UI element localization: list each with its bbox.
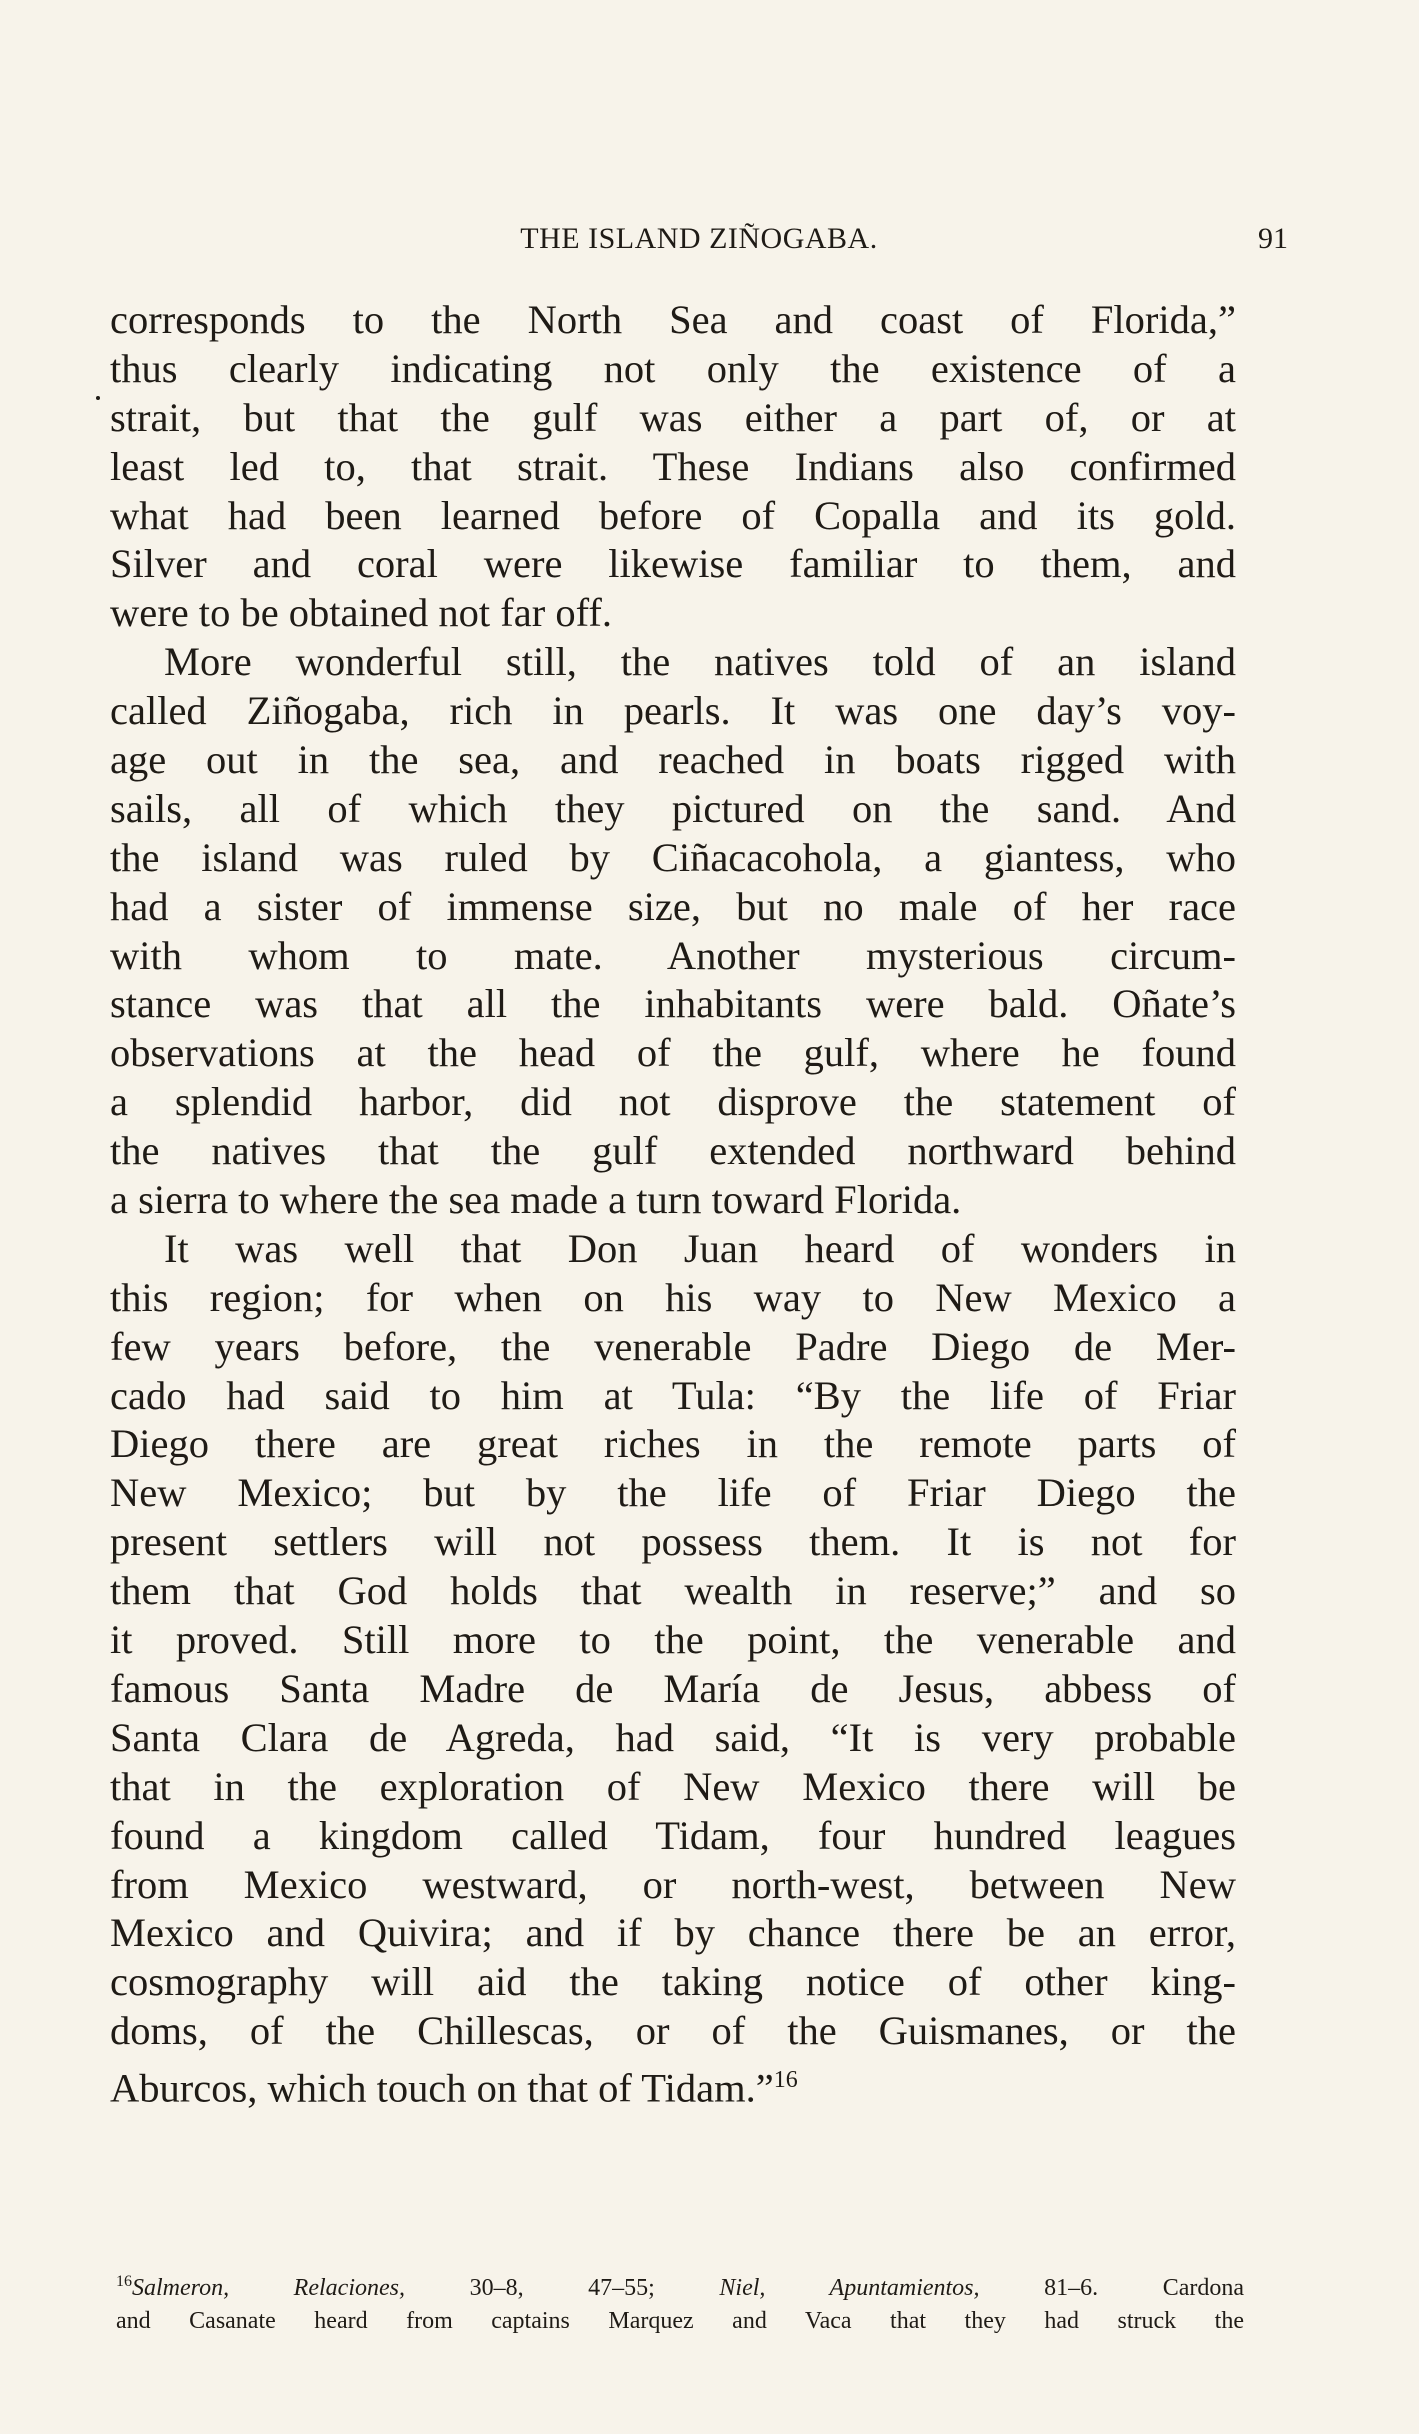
text-line-content: stance was that all the inhabitants were bald. Oñate’s [110, 981, 1236, 1027]
margin-mark [96, 396, 100, 400]
text-line [110, 1029, 1236, 1078]
footnote-line: and Casanate heard from captains Marquez and Vaca that they had struck the [116, 2308, 1244, 2334]
text-line-content: few years before, the venerable Padre Diego de Mer- [110, 1323, 1236, 1369]
text-line-content: this region; for when on his way to New Mexico a [110, 1274, 1236, 1320]
text-line [110, 1812, 1236, 1861]
text-line [110, 736, 1236, 785]
text-line-content: Aburcos, which touch on that of Tidam.” [110, 2065, 774, 2111]
text-line-content: called Ziñogaba, rich in pearls. It was one day’s voy- [110, 688, 1236, 734]
text-line-content: sails, all of which they pictured on the sand. And [110, 785, 1236, 831]
text-line [110, 1665, 1236, 1714]
text-line [110, 883, 1236, 932]
text-line [110, 1469, 1236, 1518]
body-text [110, 296, 1236, 2111]
text-line-content: observations at the head of the gulf, where he found [110, 1030, 1236, 1076]
footnote-marker: 16 [116, 2273, 132, 2290]
text-line-content: Diego there are great riches in the remote parts of [110, 1421, 1236, 1467]
text-line-content: age out in the sea, and reached in boats rigged with [110, 737, 1236, 783]
text-line-content: It was well that Don Juan heard of wonders in [164, 1225, 1236, 1271]
text-line-content: Mexico and Quivira; and if by chance there be an error, [110, 1910, 1236, 1956]
text-line [110, 1078, 1236, 1127]
footnote-pages: 81–6. Cardona [979, 2275, 1244, 2301]
footnote-citation: Salmeron, Relaciones, [132, 2275, 405, 2301]
text-line-content: what had been learned before of Copalla and its gold. [110, 492, 1236, 538]
text-line [110, 1518, 1236, 1567]
footnote [116, 2272, 1244, 2338]
text-line [110, 834, 1236, 883]
text-line-content: cosmography will aid the taking notice of other king- [110, 1959, 1236, 2005]
text-line-content: had a sister of immense size, but no male of her race [110, 883, 1236, 929]
text-line-content: Silver and coral were likewise familiar to them, and [110, 541, 1236, 587]
text-line-content: from Mexico westward, or north-west, between New [110, 1861, 1236, 1907]
text-line [110, 1714, 1236, 1763]
text-line [110, 1763, 1236, 1812]
text-line-content: More wonderful still, the natives told of an island [164, 639, 1236, 685]
text-line-content: thus clearly indicating not only the existence of a [110, 345, 1236, 391]
text-line-content: it proved. Still more to the point, the venerable and [110, 1617, 1236, 1663]
footnote-line [116, 2272, 1244, 2305]
text-line-content: cado had said to him at Tula: “By the life of Friar [110, 1372, 1236, 1418]
running-head [110, 222, 1288, 262]
text-line-content: present settlers will not possess them. It is not for [110, 1519, 1236, 1565]
text-line-content: doms, of the Chillescas, or of the Guismanes, or the [110, 2008, 1236, 2054]
text-line-content: a splendid harbor, did not disprove the statement of [110, 1079, 1236, 1125]
text-line-content: that in the exploration of New Mexico there will be [110, 1763, 1236, 1809]
text-line [110, 1861, 1236, 1910]
text-line-content: them that God holds that wealth in reserve;” and so [110, 1568, 1236, 1614]
text-line [110, 1323, 1236, 1372]
text-line-content: the natives that the gulf extended northward behind [110, 1128, 1236, 1174]
text-line [110, 687, 1236, 736]
footnote-pages: 30–8, 47–55; [404, 2275, 720, 2301]
text-line [110, 1176, 1236, 1225]
text-line [110, 589, 1236, 638]
text-line [110, 1225, 1236, 1274]
text-line [110, 540, 1236, 589]
text-line [110, 1958, 1236, 2007]
text-line [110, 1420, 1236, 1469]
text-line-content: New Mexico; but by the life of Friar Diego the [110, 1470, 1236, 1516]
text-line-content: the island was ruled by Ciñacacohola, a giantess, who [110, 834, 1236, 880]
text-line [110, 1372, 1236, 1421]
text-line [110, 638, 1236, 687]
footnote-citation: Niel, Apuntamientos, [719, 2275, 980, 2301]
page-number: 91 [1258, 222, 1288, 255]
text-line [110, 932, 1236, 981]
text-line [110, 443, 1236, 492]
text-line-content: Santa Clara de Agreda, had said, “It is very probable [110, 1714, 1236, 1760]
footnote-reference: 16 [773, 2067, 798, 2094]
text-line-content: were to be obtained not far off. [110, 590, 612, 636]
text-line-content: a sierra to where the sea made a turn toward Florida. [110, 1177, 962, 1223]
text-line-content: famous Santa Madre de María de Jesus, abbess of [110, 1665, 1236, 1711]
text-line [110, 296, 1236, 345]
text-line [110, 2007, 1236, 2056]
running-title: THE ISLAND ZIÑOGABA. [520, 222, 878, 255]
text-line [110, 2056, 1236, 2111]
text-line [110, 1567, 1236, 1616]
text-line [110, 1909, 1236, 1958]
text-line [110, 1616, 1236, 1665]
text-line-content: found a kingdom called Tidam, four hundred leagues [110, 1812, 1236, 1858]
text-line [110, 394, 1236, 443]
text-line-content: least led to, that strait. These Indians also confirmed [110, 443, 1236, 489]
text-line [110, 345, 1236, 394]
text-line [110, 1127, 1236, 1176]
text-line [110, 492, 1236, 541]
text-line [110, 980, 1236, 1029]
text-line-content: strait, but that the gulf was either a part of, or at [110, 394, 1236, 440]
text-line-content: corresponds to the North Sea and coast of Florida,” [110, 297, 1236, 342]
text-line [110, 785, 1236, 834]
text-line-content: with whom to mate. Another mysterious circum- [110, 932, 1236, 978]
text-line [110, 1274, 1236, 1323]
